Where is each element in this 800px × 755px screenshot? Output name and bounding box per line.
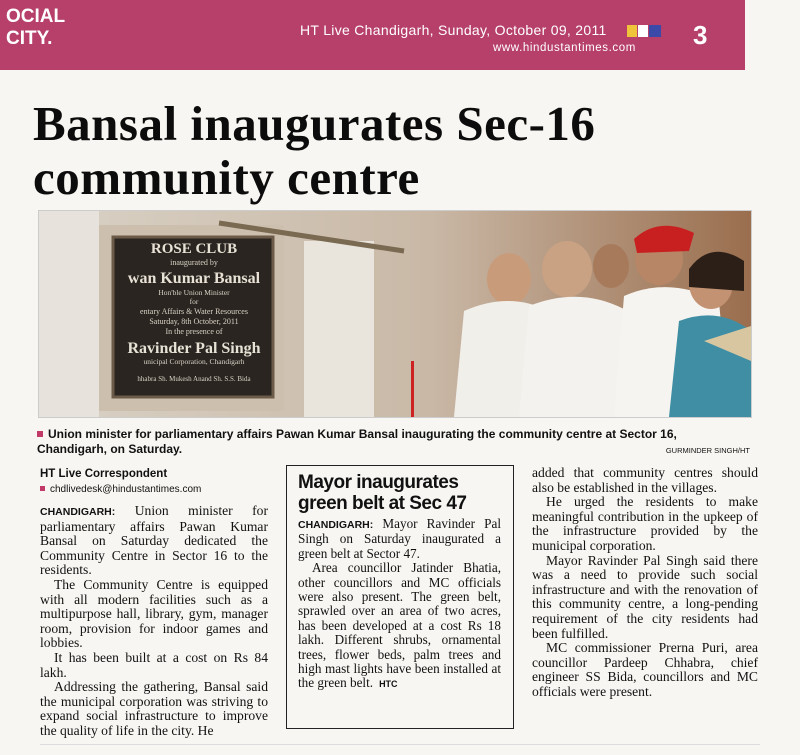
plaque-line: Ravinder Pal Singh	[127, 340, 261, 357]
bottom-rule	[40, 744, 760, 745]
paragraph: added that community centres should also be established in the villages.	[532, 465, 758, 495]
paragraph: Area councillor Jatinder Bhatia, other councillors and MC officials were also present. The green belt, sprawled over an area of two acres, has been developed at a cost Rs 18 lakh. Different shrubs, ornamental trees, flower beds, palm trees and high mast lights have been installed at the green belt. HTC	[298, 560, 501, 691]
paragraph: Addressing the gathering, Bansal said the municipal corporation was striving to expand social infrastructure to improve the quality of life in the city. He	[40, 679, 268, 738]
section-label: OCIAL CITY.	[6, 6, 66, 49]
website-url: www.hindustantimes.com	[493, 42, 636, 54]
dateline: HT Live Chandigarh, Sunday, October 09, 2011	[300, 22, 607, 38]
paragraph: He urged the residents to make meaningful contribution in the upkeep of the infrastructure provided by the municipal corporation.	[532, 494, 758, 553]
article-column-3	[532, 466, 758, 700]
plaque-line: inaugurated by	[170, 258, 218, 267]
paragraph: CHANDIGARH: Mayor Ravinder Pal Singh on Saturday inaugurated a green belt at Sector 47.	[298, 516, 501, 561]
paragraph: The Community Centre is equipped with all modern facilities such as a multipurpose hall, library, gym, manager room, provision for indoor games and lobbies.	[40, 576, 268, 651]
photo-caption	[37, 427, 747, 457]
dateline-label: CHANDIGARH:	[40, 506, 116, 518]
byline-email	[40, 484, 201, 495]
caption-text: Union minister for parliamentary affairs Pawan Kumar Bansal inaugurating the community centre at Sector 16, Chandigarh, on Saturday.	[37, 427, 677, 456]
plaque-line: hhabra Sh. Mukesh Anand Sh. S.S. Bida	[137, 375, 251, 383]
sidebar-story-body	[298, 517, 501, 692]
plaque-line: Hon'ble Union Minister	[158, 288, 230, 297]
news-photo	[38, 210, 752, 418]
plaque-line: entary Affairs & Water Resources	[140, 307, 248, 316]
paragraph: It has been built at a cost on Rs 84 lakh.	[40, 649, 268, 680]
page-banner	[0, 0, 745, 70]
plaque-line: for	[189, 297, 199, 306]
paragraph: Mayor Ravinder Pal Singh said there was a need to provide such social infrastructure and with the renovation of this community centre, a long-pending requirement of the city residents had been fulfilled.	[532, 552, 758, 641]
headline: Bansal inaugurates Sec-16 community centre	[33, 96, 596, 205]
email-bullet-icon	[40, 486, 45, 491]
sidebar-story-title: Mayor inaugurates green belt at Sec 47	[298, 472, 467, 514]
page-number: 3	[693, 20, 708, 50]
paragraph: MC commissioner Prerna Puri, area councillor Pardeep Chhabra, chief engineer SS Bida, councillors and MC officials were present.	[532, 640, 758, 699]
photo-illustration	[39, 211, 751, 417]
story-tag: HTC	[379, 679, 398, 690]
caption-bullet-icon	[37, 431, 43, 437]
sidebar-story-box	[286, 465, 514, 729]
dateline-label: CHANDIGARH:	[298, 519, 374, 531]
plaque-line: Saturday, 8th October, 2011	[149, 317, 239, 326]
plaque-line: In the presence of	[165, 327, 223, 336]
photo-credit: GURMINDER SINGH/HT	[665, 446, 750, 455]
article-column-1	[40, 504, 268, 739]
paragraph: CHANDIGARH: Union minister for parliamentary affairs Pawan Kumar Bansal on Saturday dedicated the Community Centre in Sector 16 to the residents.	[40, 503, 268, 578]
plaque-line: wan Kumar Bansal	[127, 270, 261, 287]
plaque-line: ROSE CLUB	[150, 241, 238, 257]
email-text: chdlivedesk@hindustantimes.com	[50, 484, 202, 495]
flag-icon	[627, 25, 661, 37]
plaque-line: unicipal Corporation, Chandigarh	[143, 357, 245, 366]
byline: HT Live Correspondent	[40, 468, 168, 480]
